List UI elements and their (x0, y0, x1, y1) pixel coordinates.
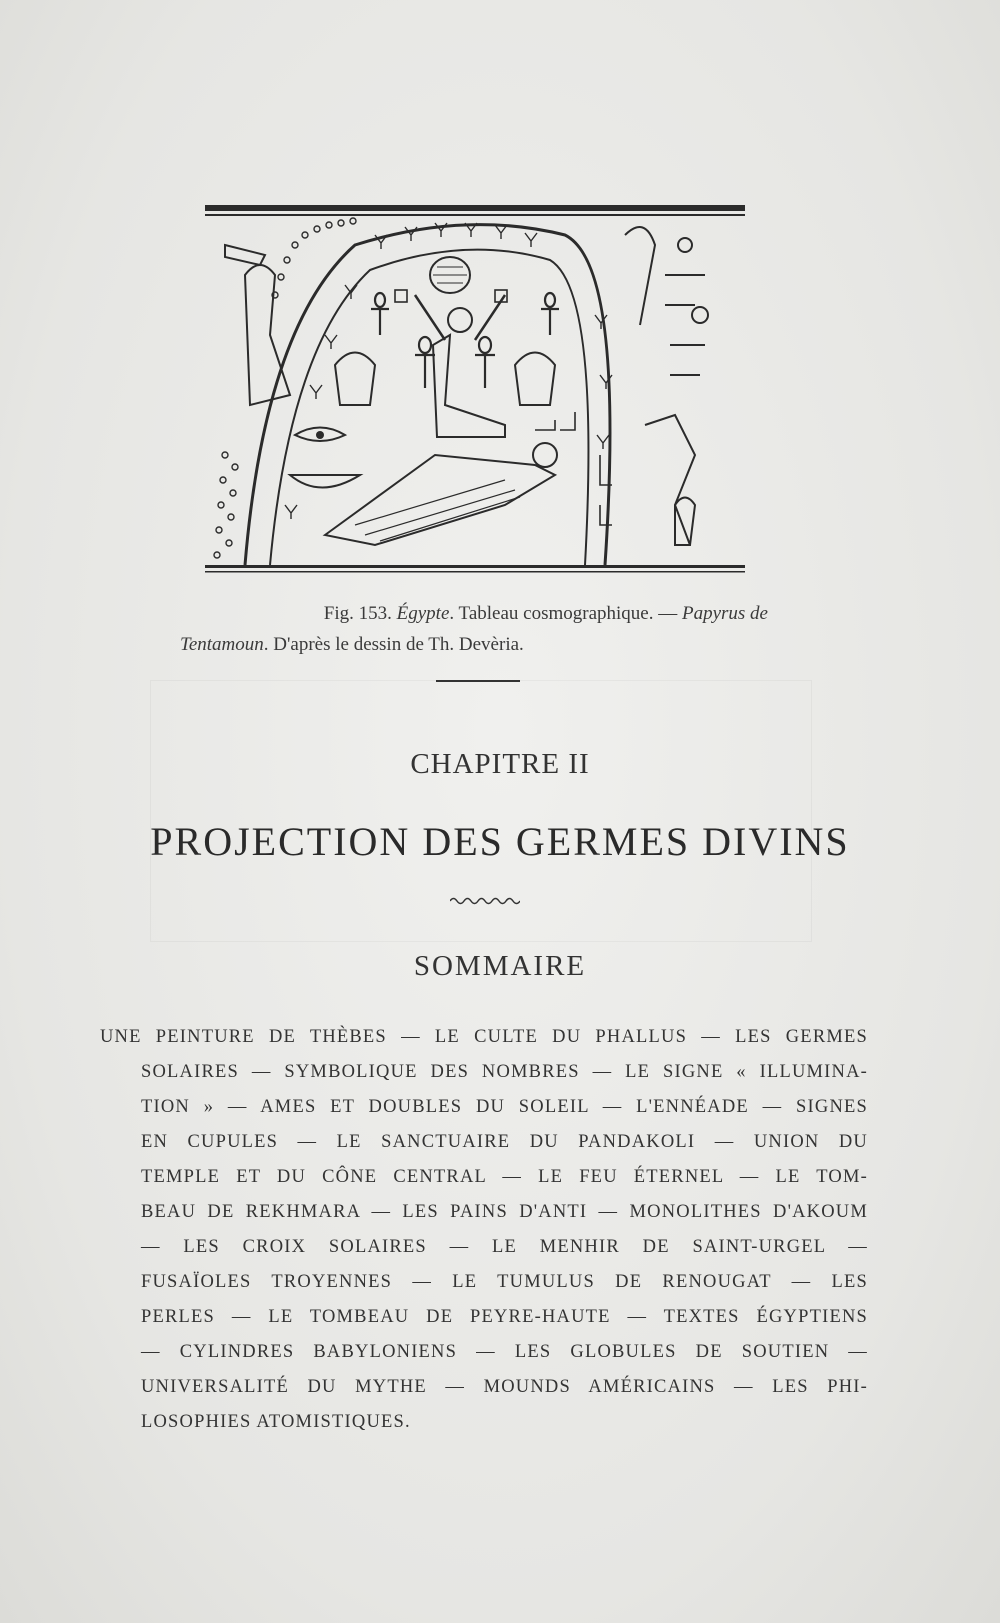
figure-caption (180, 598, 770, 660)
summary-line: EN CUPULES — LE SANCTUAIRE DU PANDAKOLI — UNION DU (141, 1132, 868, 1152)
summary-line: — LES CROIX SOLAIRES — LE MENHIR DE SAINT-URGEL — (141, 1237, 868, 1257)
summary-paragraph (100, 1020, 868, 1440)
caption-italic-tentamoun: Tentamoun (180, 634, 264, 655)
sommaire-heading: SOMMAIRE (413, 950, 587, 982)
caption-italic-papyrus: Papyrus de (681, 603, 768, 624)
summary-line: FUSAÏOLES TROYENNES — LE TUMULUS DE RENOUGAT — LES (141, 1272, 868, 1292)
cosmographic-figure (205, 205, 745, 590)
caption-description: . Tableau cosmographique. — (449, 603, 682, 624)
section-divider-rule (436, 680, 520, 682)
chapter-title: PROJECTION DES GERMES DIVINS (150, 819, 850, 864)
summary-line: TION » — AMES ET DOUBLES DU SOLEIL — L'ENNÉADE — SIGNES (141, 1097, 868, 1117)
egyptian-cosmographic-tableau-icon (205, 205, 745, 590)
summary-line: — CYLINDRES BABYLONIENS — LES GLOBULES DE SOUTIEN — (141, 1342, 868, 1362)
caption-line-1 (180, 598, 770, 629)
summary-line: PERLES — LE TOMBEAU DE PEYRE-HAUTE — TEXTES ÉGYPTIENS (141, 1307, 868, 1327)
caption-line-2 (180, 629, 770, 660)
summary-line: LOSOPHIES ATOMISTIQUES. (141, 1412, 411, 1432)
summary-line: SOLAIRES — SYMBOLIQUE DES NOMBRES — LE SIGNE « ILLUMINA- (141, 1062, 868, 1082)
caption-fig-number: Fig. 153. (323, 603, 397, 624)
summary-line: UNE PEINTURE DE THÈBES — LE CULTE DU PHALLUS — LES GERMES (100, 1027, 868, 1047)
chapter-number: CHAPITRE II (410, 748, 590, 780)
summary-line: BEAU DE REKHMARA — LES PAINS D'ANTI — MONOLITHES D'AKOUM (141, 1202, 868, 1222)
wavy-ornament-icon (450, 895, 520, 907)
caption-italic-egypte: Égypte (396, 603, 450, 624)
summary-line: TEMPLE ET DU CÔNE CENTRAL — LE FEU ÉTERNEL — LE TOM- (141, 1167, 868, 1187)
caption-source: . D'après le dessin de Th. Devèria. (263, 634, 524, 655)
summary-line: UNIVERSALITÉ DU MYTHE — MOUNDS AMÉRICAINS — LES PHI- (141, 1377, 868, 1397)
